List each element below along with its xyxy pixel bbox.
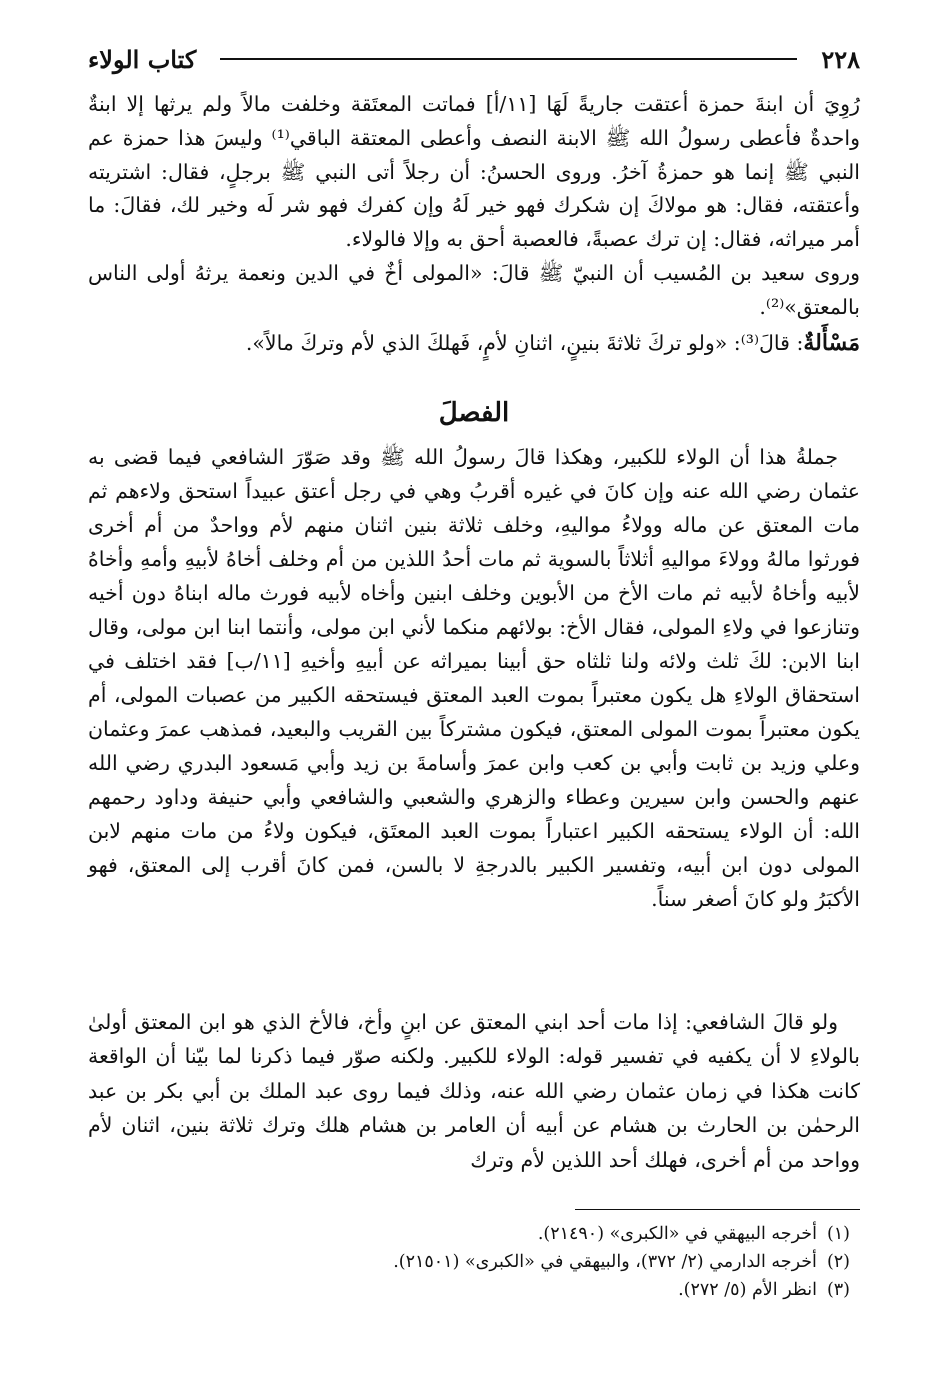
footnote-number: (٢) [826, 1252, 850, 1272]
footnote-rule [575, 1209, 860, 1210]
page-header [88, 38, 860, 80]
footnote-text: أخرجه البيهقي في «الكبرى» (٢١٤٩٠). [537, 1224, 817, 1244]
footnote-number: (١) [826, 1224, 850, 1244]
footnote-text: انظر الأم (٥/ ٢٧٢). [678, 1280, 817, 1300]
section-heading: الفصلَ [438, 398, 510, 428]
paragraph: ولو قالَ الشافعي: إذا مات أحد ابني المعتق عن ابنٍ وأخ، فالأخ الذي هو ابن المعتق أولىٰ بالولاءِ لا أن يكفيه في تفسير قوله: الولاء للكبير. ولكنه صوّر فيما ذكرنا لما بيّنا أن الواقعة كانت هكذا في زمان عثمان رضي الله عنه، وذلك فيما روى عبد الملك بن أبي بكر بن عبد الرحمٰن بن الحارث بن هشام عن أبيه أن العامر بن هشام هلك وترك ثلاثة بنين، اثنان لأم وواحد من أم أخرى، فهلك أحد اللذين لأم وترك [88, 1010, 860, 1172]
text-block-2 [88, 440, 860, 916]
issue-label: مَسْأَلةٌ [803, 329, 860, 356]
footnote-number: (٣) [826, 1280, 850, 1300]
footnote [88, 1248, 850, 1276]
footnote [88, 1220, 850, 1248]
footnote [88, 1276, 850, 1304]
issue-statement [88, 325, 860, 361]
paragraph: وروى سعيد بن المُسيب أن النبيّ ﷺ قالَ: «المولى أخٌ في الدين ونعمة يرثهُ أولى الناس بالمعتق»⁽²⁾. [88, 261, 860, 319]
page-number: ٢٢٨ [821, 44, 860, 74]
footnote-text: أخرجه الدارمي (٢/ ٣٧٢)، والبيهقي في «الكبرى» (٢١٥٠١). [393, 1252, 817, 1272]
header-rule [220, 58, 797, 60]
book-title: كتاب الولاء [88, 44, 197, 74]
issue-text: : قالَ⁽³⁾: «ولو تركَ ثلاثةَ بنينٍ، اثنانِ لأمٍ، فَهلكَ الذي لأم وتركَ مالاً». [245, 330, 804, 355]
paragraph: رُوِيَ أن ابنةَ حمزة أعتقت جاريةً لَهَا [١١/أ] فماتت المعتَقة وخلفت مالاً ولم يرثها إلا ابنةٌ واحدةٌ فأعطى رسولُ الله ﷺ الابنة النصف وأعطى المعتقة الباقي⁽¹⁾ وليسَ هذا حمزة عم النبي ﷺ إنما هو حمزةُ آخرُ. وروى الحسنُ: أن رجلاً أتى النبي ﷺ برجلٍ، فقال: اشتريته وأعتقته، فقال: هو مولاكَ إن شكرك فهو خير لَهُ وإن كفرك فهو شر لَه وخير لك، فقالَ: ما أمر ميراثه، فقال: إن ترك عصبةً، فالعصبة أحق به وإلا فالولاء. [88, 92, 860, 252]
text-block-3 [88, 1005, 860, 1177]
paragraph: جملةُ هذا أن الولاء للكبير، وهكذا قالَ رسولُ الله ﷺ وقد صَوّرَ الشافعي فيما قضى به عثمان رضي الله عنه وإن كانَ في غيره أقربُ وهي في رجل أعتق عبيداً استحق ولاءهم ثم مات المعتق عن ماله وولاءُ مواليهِ، وخلف ثلاثة بنين اثنان منهم لأم وواحدٌ من أم أخرى فورثوا مالهُ وولاءَ مواليهِ أثلاثاً بالسوية ثم مات أحدُ اللذين من أم وخلف أخاهُ لأبيهِ وأمهِ وأخاهُ لأبيه وأخاهُ لأبيه ثم مات الأخ من الأبوين وخلف ابنين وأخاه لأبيه فورث ماله ابناهُ دون أخيه وتنازعوا في ولاءِ المولى، فقال الأخ: بولائهم منكما لأني ابن مولى، وأنتما ابنا ابن مولى، وقال ابنا الابن: لكَ ثلث ولائه ولنا ثلثاه حق أبينا بميراثه عن أبيهِ وأخيهِ [١١/ب] فقد اختلف في استحقاق الولاءِ هل يكون معتبراً بموت العبد المعتق فيستحقه الكبير من عصبات المولى، أم يكون معتبراً بموت المولى المعتق، فيكون مشتركاً بين القريب والبعيد، فمذهب عمرَ وعثمان وعلي وزيد بن ثابت وأبي بن كعب وابن عمرَ وأسامةَ بن زيد وأبي مَسعود البدري رضي الله عنهم والحسن وابن سيرين وعطاء والزهري والشعبي والشافعي وأبي حنيفة وداود رحمهم الله: أن الولاء يستحقه الكبير اعتباراً بموت العبد المعتَق، فيكون ولاءُ من مات منهم لابن المولى دون ابن أبيه، وتفسير الكبير بالدرجةِ لا بالسن، فمن كانَ أقرب إلى المعتق، فهو الأكبَرُ ولو كانَ أصغر سناً. [88, 445, 860, 912]
text-block-1 [88, 88, 860, 361]
footnotes [88, 1220, 860, 1304]
